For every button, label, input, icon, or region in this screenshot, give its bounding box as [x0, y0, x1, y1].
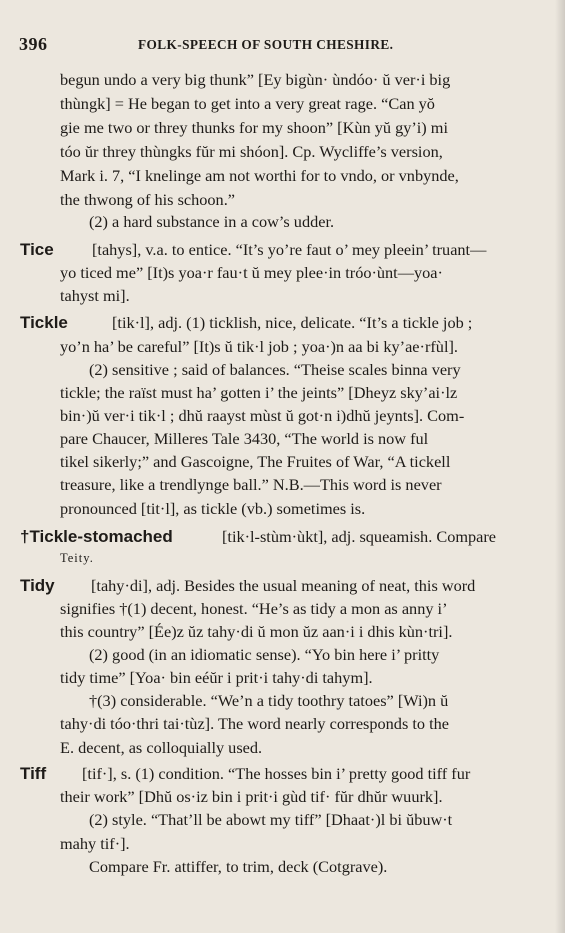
text-line: pronounced [tit·l], as tickle (vb.) sometimes is.: [60, 499, 366, 518]
entry-definition-line: [tik·l-stùm·ùkt], adj. squeamish. Compare: [222, 527, 497, 546]
text-line: bin·)ŭ ver·i tik·l ; dhŭ raayst mùst ŭ got·n i)dhŭ jeynts]. Com-: [60, 406, 465, 425]
text-line: this country” [Ée)z ŭz tahy·di ŭ mon ŭz aan·i i dhis kùn·tri].: [60, 622, 453, 641]
entry-definition-line: [tif·], s. (1) condition. “The hosses bin i’ pretty good tiff fur: [82, 764, 471, 783]
entry-definition-line: [tik·l], adj. (1) ticklish, nice, delicate. “It’s a tickle job ;: [112, 313, 473, 332]
cross-reference: Teity.: [60, 551, 94, 565]
text-line: begun undo a very big thunk” [Ey bigùn· ùndóo· ŭ ver·i big: [60, 70, 451, 89]
text-line: signifies †(1) decent, honest. “He’s as tidy a mon as anny i’: [60, 599, 448, 618]
text-line: the thwong of his schoon.”: [60, 190, 235, 209]
text-line: tahyst mi].: [60, 286, 130, 305]
text-line: Mark i. 7, “I knelinge am not worthi for to vndo, or vnbynde,: [60, 166, 459, 185]
entry-definition-line: [tahys], v.a. to entice. “It’s yo’re faut o’ mey pleein’ truant—: [92, 240, 487, 259]
sense-line: (2) good (in an idiomatic sense). “Yo bin here i’ pritty: [89, 645, 440, 664]
text-line: yo’n ha’ be careful” [It)s ŭ tik·l job ; yoa·)n aa bi ky’ae·rfùl].: [60, 337, 458, 356]
text-line: thùngk] = He began to get into a very great rage. “Can yŏ: [60, 94, 435, 113]
text-line: treasure, like a trendlynge ball.” N.B.—This word is never: [60, 475, 442, 494]
text-line: pare Chaucer, Milleres Tale 3430, “The world is now ful: [60, 429, 429, 448]
entry-definition-line: [tahy·di], adj. Besides the usual meaning of neat, this word: [91, 576, 476, 595]
sense-line: Compare Fr. attiffer, to trim, deck (Cotgrave).: [89, 857, 388, 876]
text-line: tidy time” [Yoa· bin eéŭr i prit·i tahy·di tahym].: [60, 668, 373, 687]
text-line: tickle; the raïst must ha’ gotten i’ the jeints” [Dheyz sky’ai·lz: [60, 383, 458, 402]
sense-line: (2) style. “That’ll be abowt my tiff” [Dhaat·)l bi ŭbuw·t: [89, 810, 453, 829]
running-title: FOLK-SPEECH OF SOUTH CHESHIRE.: [138, 37, 394, 52]
sense-line: †(3) considerable. “We’n a tidy toothry tatoes” [Wi)n ŭ: [89, 691, 449, 710]
page-edge-shadow: [555, 0, 565, 933]
sense-line: (2) sensitive ; said of balances. “Theise scales binna very: [89, 360, 461, 379]
sense-line: (2) a hard substance in a cow’s udder.: [89, 212, 335, 231]
page-number: 396: [19, 34, 48, 54]
text-line: gie me two or threy thunks for my shoon” [Kùn yŭ gy’i) mi: [60, 118, 448, 137]
text-line: tikel sikerly;” and Gascoigne, The Fruites of War, “A tickell: [60, 452, 451, 471]
text-line: E. decent, as colloquially used.: [60, 738, 263, 757]
entry-headword: Tiff: [20, 764, 47, 783]
text-line: tahy·di tóo·thri tai·tùz]. The word nearly corresponds to the: [60, 714, 449, 733]
text-line: mahy tif·].: [60, 834, 130, 853]
text-line: tóo ŭr threy thùngks fŭr mi shóon]. Cp. Wycliffe’s version,: [60, 142, 443, 161]
entry-headword: †Tickle-stomached: [20, 527, 173, 546]
text-line: their work” [Dhŭ os·iz bin i prit·i gùd tif· fŭr dhŭr wuurk].: [60, 787, 443, 806]
entry-headword: Tickle: [20, 313, 68, 332]
text-line: yo ticed me” [It)s yoa·r fau·t ŭ mey plee·in tróo·ùnt—yoa·: [60, 263, 443, 282]
entry-headword: Tidy: [20, 576, 55, 595]
entry-headword: Tice: [20, 240, 54, 259]
